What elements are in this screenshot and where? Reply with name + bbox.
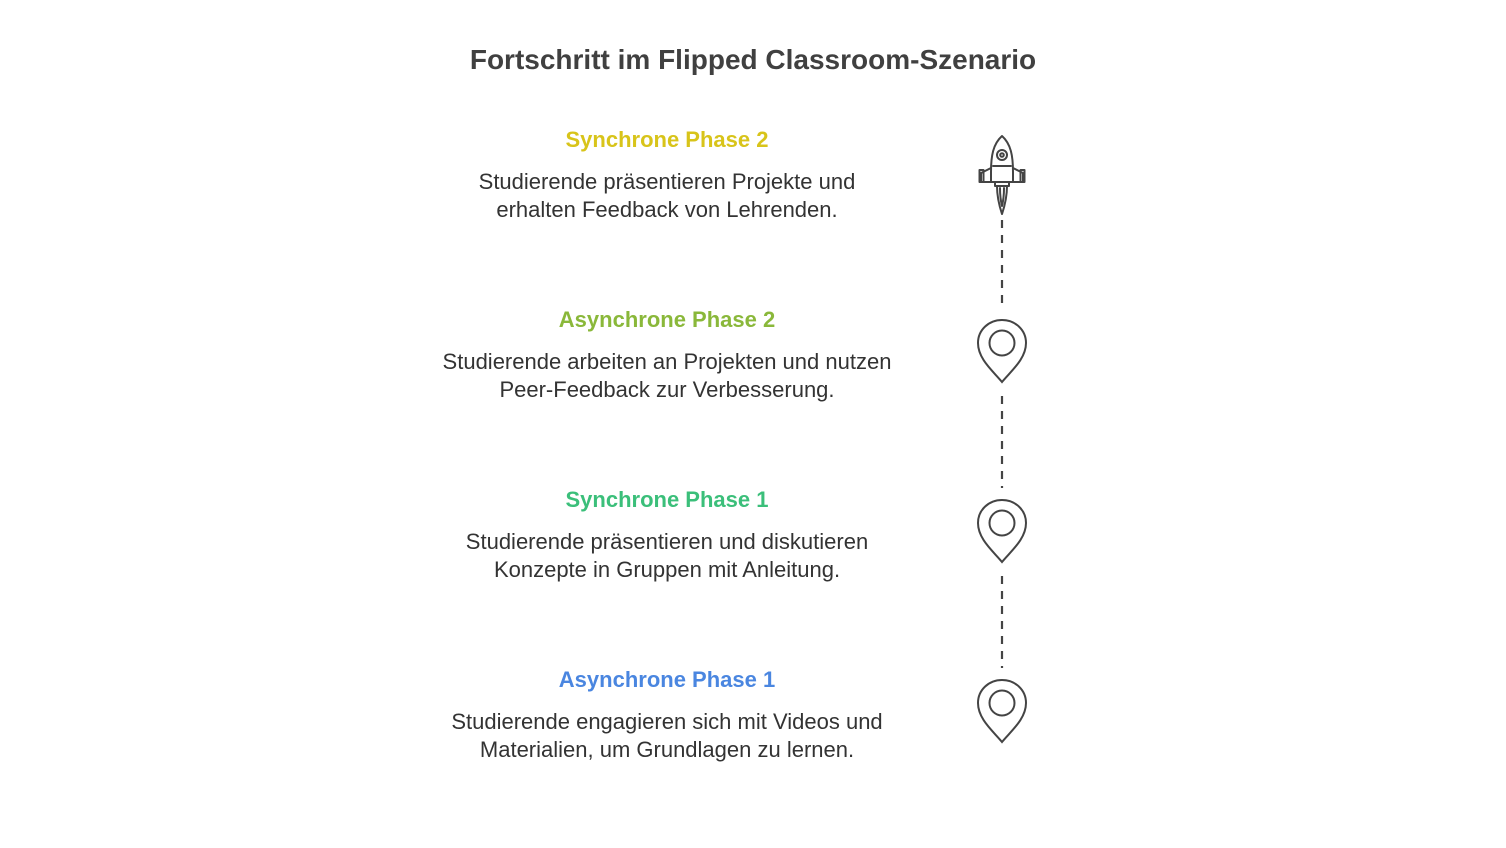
step-description: Studierende arbeiten an Projekten und nutzen Peer-Feedback zur Verbesserung. <box>442 349 892 402</box>
location-pin-icon <box>978 320 1026 382</box>
step-description: Studierende präsentieren Projekte und erhalten Feedback von Lehrenden. <box>478 169 856 222</box>
step-synchrone-phase-2 <box>437 126 897 224</box>
timeline <box>962 120 1042 760</box>
step-heading: Synchrone Phase 2 <box>565 127 769 152</box>
step-heading: Asynchrone Phase 1 <box>558 667 776 692</box>
diagram-title: Fortschritt im Flipped Classroom-Szenario <box>469 44 1037 75</box>
step-description: Studierende engagieren sich mit Videos und Materialien, um Grundlagen zu lernen. <box>451 709 883 762</box>
timeline-graphic <box>962 120 1042 760</box>
location-pin-icon <box>978 680 1026 742</box>
step-description: Studierende präsentieren und diskutieren Konzepte in Gruppen mit Anleitung. <box>465 529 869 582</box>
step-synchrone-phase-1 <box>437 486 897 584</box>
location-pin-icon <box>978 500 1026 562</box>
step-asynchrone-phase-2 <box>437 306 897 404</box>
step-heading: Synchrone Phase 1 <box>565 487 769 512</box>
rocket-icon <box>980 136 1025 214</box>
step-heading: Asynchrone Phase 2 <box>558 307 776 332</box>
step-asynchrone-phase-1 <box>437 666 897 764</box>
